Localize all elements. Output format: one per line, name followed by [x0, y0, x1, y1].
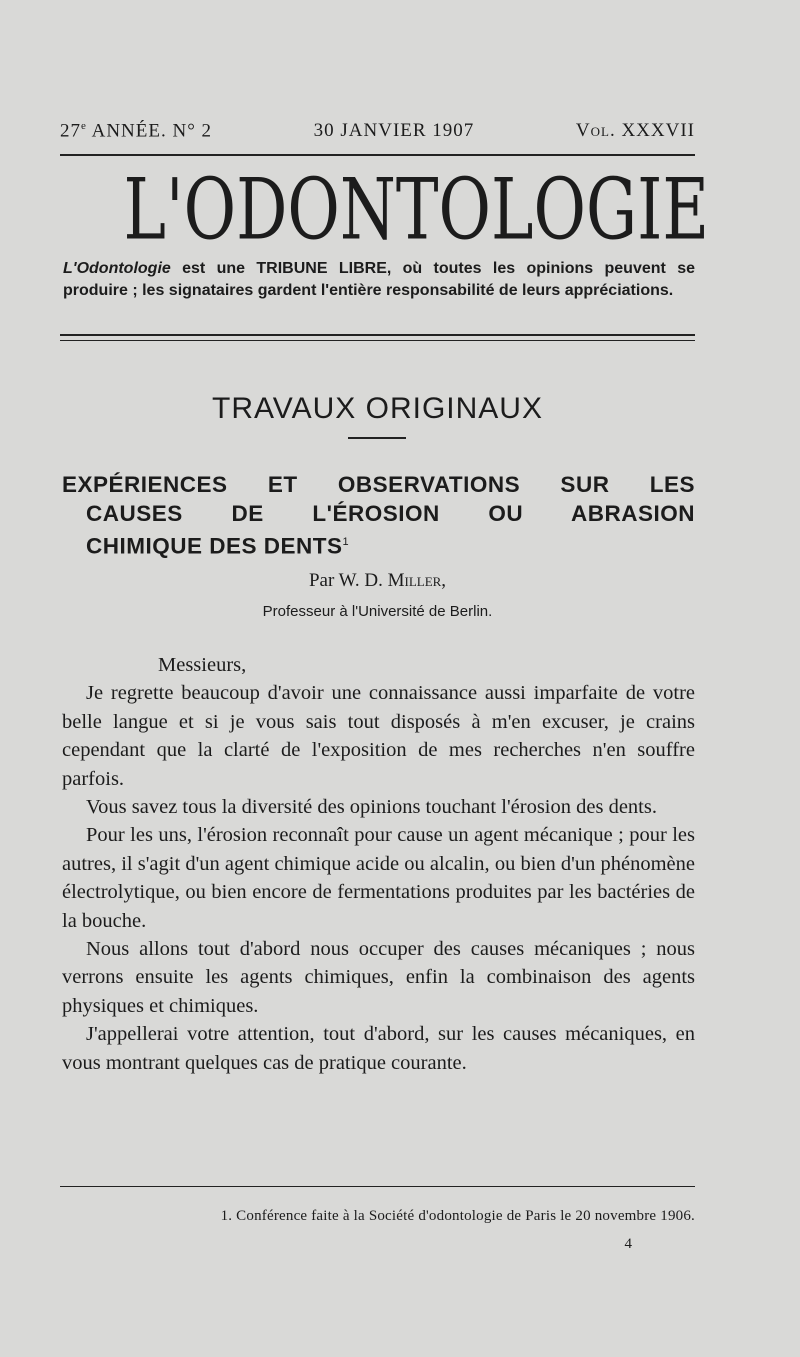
article-body: [62, 651, 695, 1077]
section-title: TRAVAUX ORIGINAUX: [212, 392, 543, 425]
article-title: [62, 470, 695, 561]
page-number: 4: [624, 1236, 632, 1252]
issue-label: 27e ANNÉE. N° 2: [60, 120, 213, 142]
article-title-line-2: CAUSES DE L'ÉROSION OU ABRASION: [86, 501, 695, 526]
masthead-rule-thin: [60, 340, 695, 341]
masthead-rule-thick: [60, 334, 695, 336]
body-paragraph: Pour les uns, l'érosion reconnaît pour cause un agent mécanique ; pour les autres, il s'agit d'un agent chimique acide ou alcalin, ou bien d'un phénomène électrolytique, ou bien encore de fermentations produites par les bactéries de la bouche.: [62, 824, 695, 932]
author-affiliation: Professeur à l'Université de Berlin.: [262, 603, 493, 620]
running-header: [60, 120, 695, 142]
volume-label: Vol. XXXVII: [575, 120, 695, 142]
footnote-rule: [60, 1186, 695, 1187]
body-paragraph: Vous savez tous la diversité des opinions touchant l'érosion des dents.: [86, 796, 657, 819]
journal-masthead: L'ODONTOLOGIE: [123, 160, 710, 259]
footnote-marker: 1: [342, 536, 350, 548]
editorial-motto: [63, 258, 695, 302]
section-underline: [348, 437, 406, 439]
motto-text: est une TRIBUNE LIBRE, où toutes les opinions peuvent se produire ; les signataires gardent l'entière responsabilité de leurs appréciations.: [63, 260, 695, 299]
footnote: 1. Conférence faite à la Société d'odontologie de Paris le 20 novembre 1906.: [220, 1208, 695, 1224]
motto-journal-name: L'Odontologie: [63, 260, 171, 277]
article-title-line-1: EXPÉRIENCES ET OBSERVATIONS SUR LES: [62, 472, 695, 497]
issue-date: 30 JANVIER 1907: [313, 120, 475, 142]
salutation: Messieurs,: [158, 654, 247, 676]
header-rule: [60, 154, 695, 156]
article-author: Par W. D. Miller,: [308, 570, 447, 591]
body-paragraph: J'appellerai votre attention, tout d'abord, sur les causes mécaniques, en vous montrant quelques cas de pratique courante.: [62, 1023, 695, 1074]
body-paragraph: Nous allons tout d'abord nous occuper des causes mécaniques ; nous verrons ensuite les agents chimiques, enfin la combinaison des agents physiques et chimiques.: [62, 938, 695, 1017]
article-title-line-3: CHIMIQUE DES DENTS$^1$: [86, 533, 350, 559]
body-paragraph: Je regrette beaucoup d'avoir une connaissance aussi imparfaite de votre belle langue et si je vous sais tout disposés à m'en excuser, je crains cependant que la clarté de l'exposition de mes recherches n'en souffre parfois.: [62, 682, 695, 790]
